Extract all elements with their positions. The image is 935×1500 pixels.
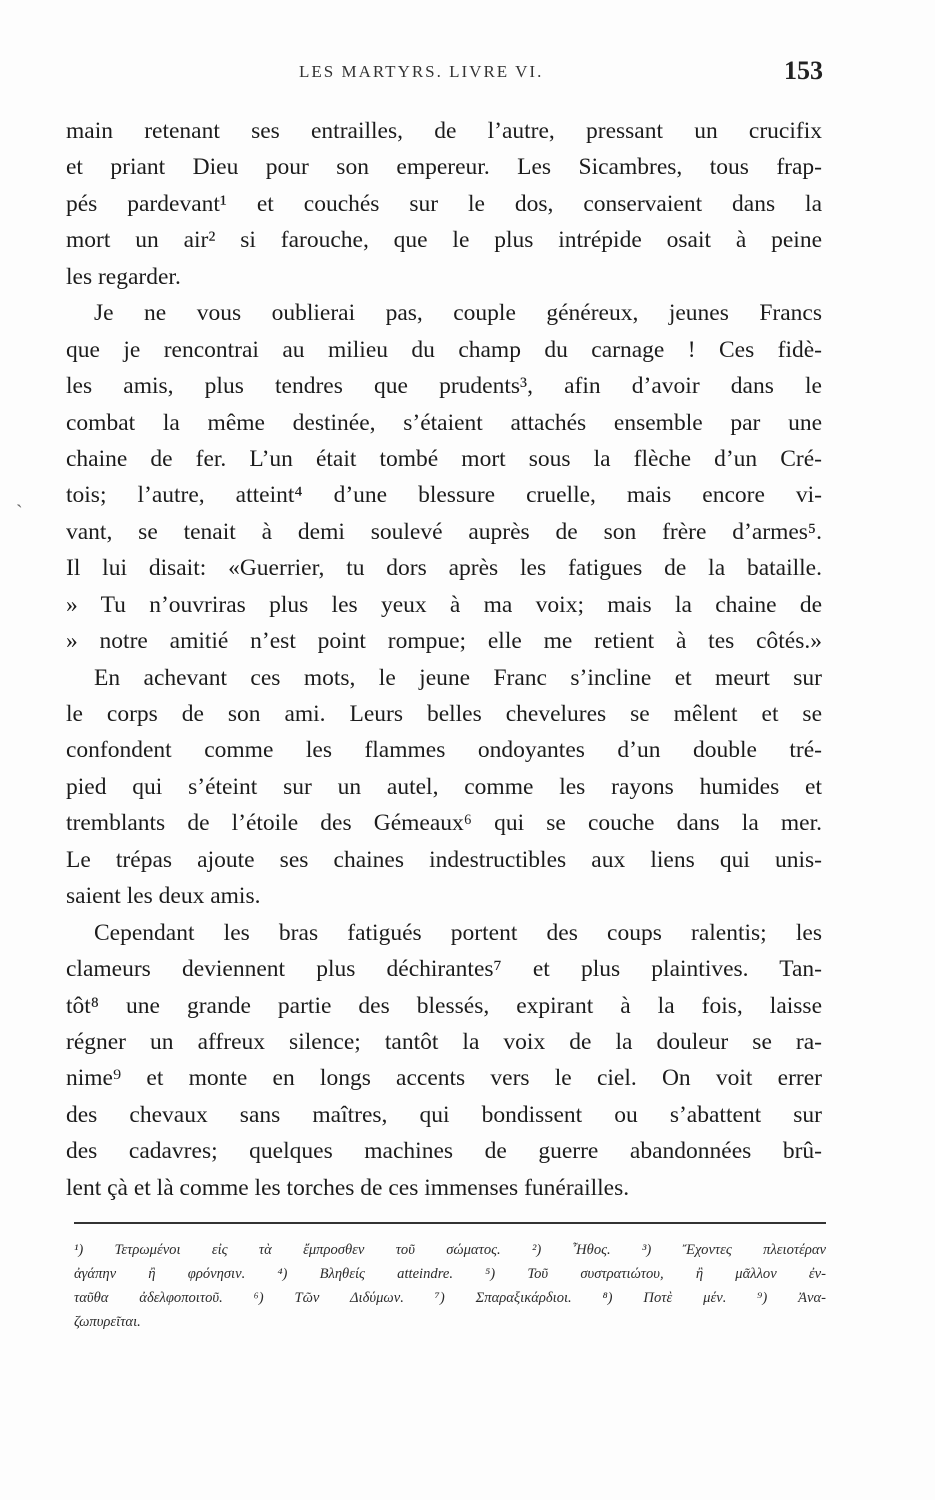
text-line: nime⁹ et monte en longs accents vers le ciel. On voit errer <box>66 1065 822 1092</box>
text-line: saient les deux amis. <box>66 883 261 910</box>
footnotes <box>74 1238 826 1334</box>
running-title: LES MARTYRS. LIVRE VI. <box>299 62 544 81</box>
text-line: clameurs deviennent plus déchirantes⁷ et plus plaintives. Tan- <box>66 956 822 983</box>
text-line: tois; l’autre, atteint⁴ d’une blessure cruelle, mais encore vi- <box>66 482 822 509</box>
text-line: Cependant les bras fatigués portent des coups ralentis; les <box>94 919 822 946</box>
text-line: Il lui disait: «Guerrier, tu dors après les fatigues de la bataille. <box>66 555 822 582</box>
margin-mark: ˏ <box>16 486 23 508</box>
text-line: que je rencontrai au milieu du champ du carnage ! Ces fidè- <box>66 336 822 363</box>
footnote-line: ζωπυρεῖται. <box>74 1314 141 1330</box>
text-line: » notre amitié n’est point rompue; elle me retient à tes côtés.» <box>66 628 822 655</box>
body-text <box>66 113 822 1206</box>
text-line: des chevaux sans maîtres, qui bondissent ou s’abattent sur <box>66 1101 822 1128</box>
text-line: lent çà et là comme les torches de ces immenses funérailles. <box>66 1174 630 1201</box>
text-line: main retenant ses entrailles, de l’autre, pressant un crucifix <box>66 118 822 144</box>
text-line: vant, se tenait à demi soulevé auprès de son frère d’armes⁵. <box>66 518 822 545</box>
text-line: confondent comme les flammes ondoyantes d’un double tré- <box>66 737 822 764</box>
text-line: les amis, plus tendres que prudents³, afin d’avoir dans le <box>66 373 822 400</box>
text-line: régner un affreux silence; tantôt la voix de la douleur se ra- <box>66 1028 822 1055</box>
text-line: mort un air² si farouche, que le plus intrépide osait à peine <box>66 227 822 254</box>
text-line: et priant Dieu pour son empereur. Les Sicambres, tous frap- <box>66 154 822 181</box>
page-number: 153 <box>784 56 823 85</box>
footnote-line: ¹) Τετρωμένοι εἰς τὰ ἔμπροσθεν τοῦ σώματος. ²) Ἦθος. ³) Ἔχοντες πλειοτέραν <box>74 1242 826 1258</box>
footnote-line: ἀγάπην ἢ φρόνησιν. ⁴) Βληθείς atteindre. ⁵) Τοῦ συστρατιώτου, ἢ μᾶλλον ἐν- <box>74 1266 826 1282</box>
text-line: des cadavres; quelques machines de guerre abandonnées brû- <box>66 1138 822 1165</box>
text-line: pied qui s’éteint sur un autel, comme les rayons humides et <box>66 773 822 800</box>
text-line: Le trépas ajoute ses chaines indestructibles aux liens qui unis- <box>66 846 822 873</box>
footnote-rule <box>74 1222 826 1224</box>
text-line: chaine de fer. L’un était tombé mort sous la flèche d’un Cré- <box>66 445 822 472</box>
text-line: combat la même destinée, s’étaient attachés ensemble par une <box>66 409 822 436</box>
text-line: Je ne vous oublierai pas, couple généreux, jeunes Francs <box>94 300 822 327</box>
text-line: tôt⁸ une grande partie des blessés, expirant à la fois, laisse <box>66 992 822 1019</box>
text-line: En achevant ces mots, le jeune Franc s’incline et meurt sur <box>94 664 822 691</box>
text-line: les regarder. <box>66 263 181 290</box>
text-line: tremblants de l’étoile des Gémeaux⁶ qui se couche dans la mer. <box>66 810 822 837</box>
page-header <box>66 56 823 92</box>
text-line: le corps de son ami. Leurs belles chevelures se mêlent et se <box>66 701 822 727</box>
footnote-line: ταῦθα ἀδελφοποιτοῦ. ⁶) Τῶν Διδύμων. ⁷) Σπαραξικάρδιοι. ⁸) Ποτὲ μέν. ⁹) Ἀνα- <box>74 1290 826 1306</box>
text-line: » Tu n’ouvriras plus les yeux à ma voix; mais la chaine de <box>66 591 822 618</box>
text-line: pés pardevant¹ et couchés sur le dos, conservaient dans la <box>66 190 822 217</box>
